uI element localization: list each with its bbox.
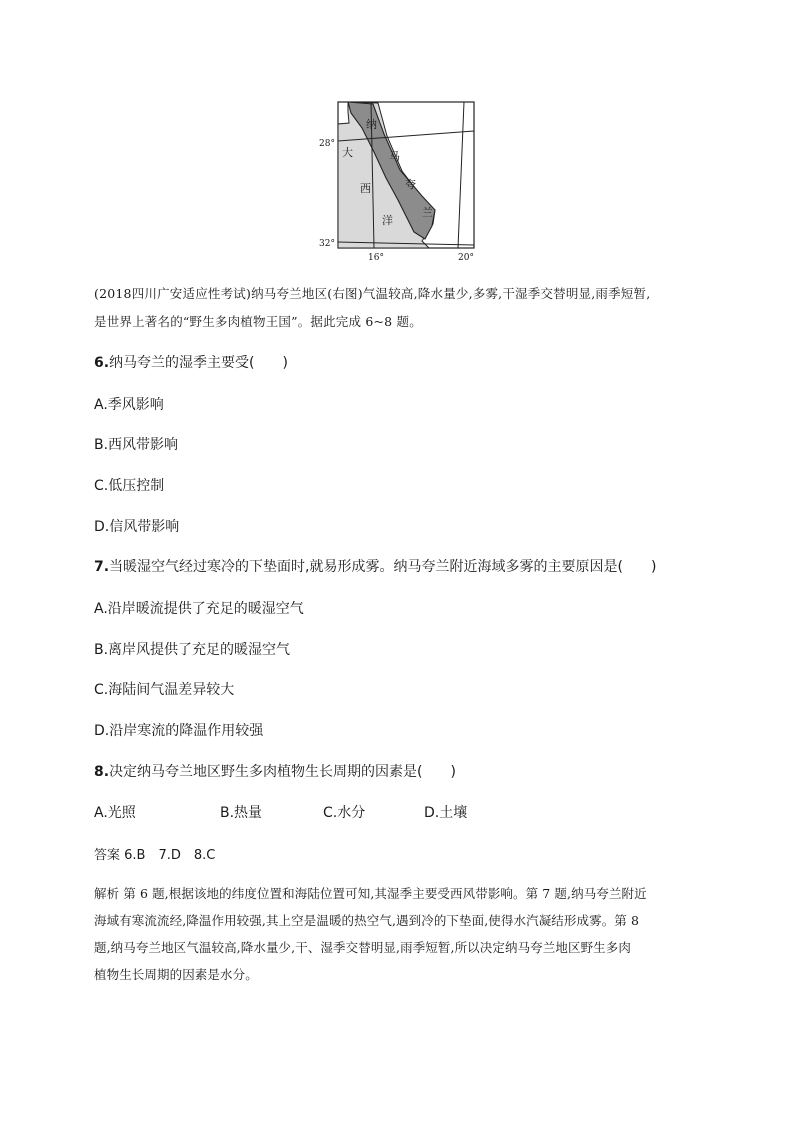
question-8	[94, 761, 456, 781]
analysis-line-2: 海域有寒流流经,降温作用较强,其上空是温暖的热空气,遇到冷的下垫面,使得水汽凝结形成雾。第 8	[94, 913, 640, 928]
map-svg	[318, 96, 478, 264]
analysis-line-3: 题,纳马夸兰地区气温较高,降水量少,干、湿季交替明显,雨季短暂,所以决定纳马夸兰地区野生多肉	[94, 940, 631, 955]
question-6-option-c: C.低压控制	[94, 478, 165, 494]
question-8-option-d: D.土壤	[424, 805, 468, 821]
question-6-option-a: A.季风影响	[94, 397, 164, 413]
analysis-line-4: 植物生长周期的因素是水分。	[94, 967, 258, 982]
lon-label-20: 20°	[458, 253, 474, 263]
ocean-char-3: 洋	[382, 214, 393, 227]
answer-line: 答案 6.B 7.D 8.C	[94, 848, 216, 863]
question-7-option-c: C.海陆间气温差异较大	[94, 682, 235, 698]
region-char-4: 兰	[422, 206, 433, 219]
question-8-number: 8.	[94, 764, 110, 780]
question-8-stem: 决定纳马夸兰地区野生多肉植物生长周期的因素是( )	[109, 764, 456, 780]
question-6-stem: 纳马夸兰的湿季主要受( )	[109, 355, 288, 371]
question-6	[94, 352, 288, 372]
question-8-option-c: C.水分	[323, 805, 366, 821]
analysis-line-1: 解析 第 6 题,根据该地的纬度位置和海陆位置可知,其湿季主要受西风带影响。第 7 题,纳马夸兰附近	[94, 886, 647, 901]
question-8-option-a: A.光照	[94, 805, 136, 821]
lon-label-16: 16°	[368, 253, 384, 263]
lat-label-32: 32°	[319, 239, 335, 249]
question-7-option-a: A.沿岸暖流提供了充足的暖湿空气	[94, 601, 304, 617]
question-8-options	[94, 802, 694, 822]
question-7-number: 7.	[94, 559, 110, 575]
ocean-char-1: 大	[342, 146, 353, 159]
question-6-option-d: D.信风带影响	[94, 519, 180, 535]
ocean-char-2: 西	[360, 182, 371, 195]
region-char-3: 夸	[405, 178, 416, 191]
lat-label-28: 28°	[319, 139, 335, 149]
question-8-option-b: B.热量	[220, 805, 263, 821]
namaqualand-map	[318, 96, 478, 264]
region-char-2: 马	[389, 150, 400, 163]
question-6-number: 6.	[94, 355, 110, 371]
question-7-option-b: B.离岸风提供了充足的暖湿空气	[94, 642, 291, 658]
intro-line-2: 是世界上著名的“野生多肉植物王国”。据此完成 6~8 题。	[94, 314, 422, 329]
question-7-stem: 当暖湿空气经过寒冷的下垫面时,就易形成雾。纳马夸兰附近海域多雾的主要原因是( )	[109, 559, 657, 575]
question-6-option-b: B.西风带影响	[94, 437, 179, 453]
question-7-option-d: D.沿岸寒流的降温作用较强	[94, 723, 264, 739]
region-char-1: 纳	[366, 118, 377, 131]
question-7	[94, 556, 656, 576]
intro-line-1: (2018四川广安适应性考试)纳马夸兰地区(右图)气温较高,降水量少,多雾,干湿季交替明显,雨季短暂,	[94, 286, 651, 301]
